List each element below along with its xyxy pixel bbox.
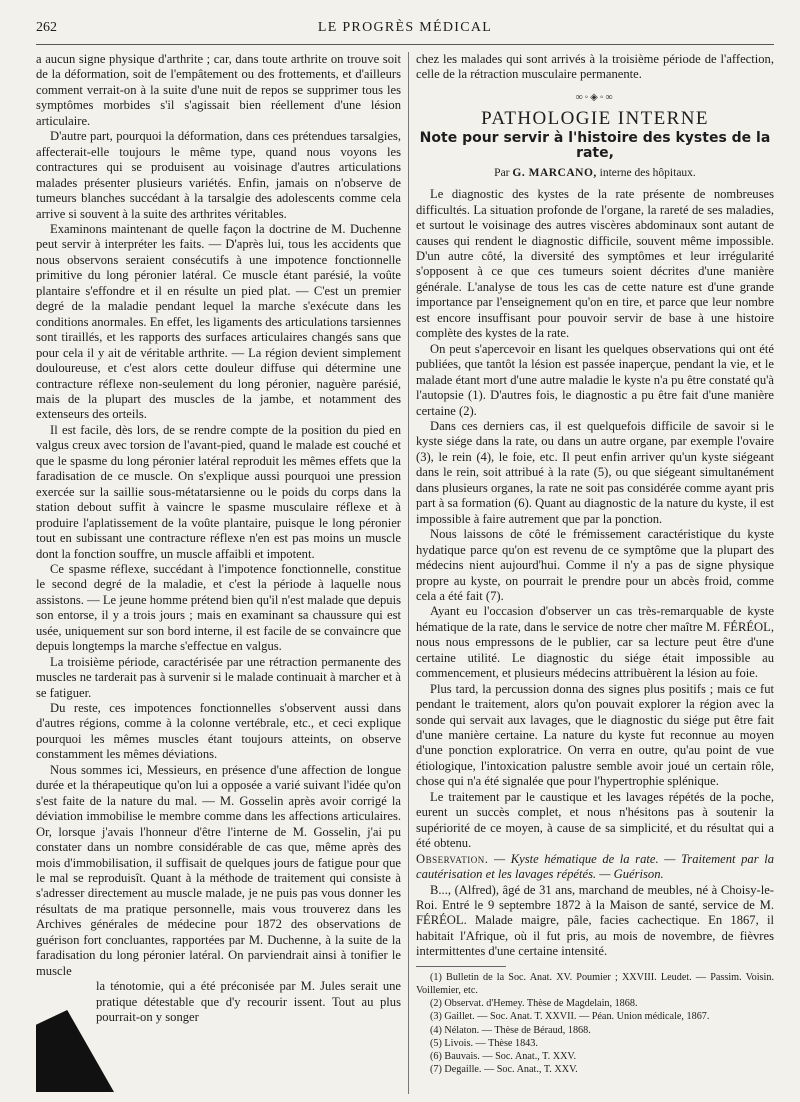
article-title: Note pour servir à l'histoire des kystes de la rate,	[419, 129, 771, 162]
paragraph: chez les malades qui sont arrivés à la troisième période de l'affection, celle de la rétraction musculaire permanente.	[416, 52, 774, 82]
paragraph: la ténotomie, qui a été préconisée par M. Jules serait une pratique détestable que d'y recourir issent. Tout au plus pourrait-on y songer	[96, 979, 401, 1025]
paragraph: D'autre part, pourquoi la déformation, dans ces prétendues tarsalgies, affecterait-elle toujours le même type, quand nous voyons les contractures qui se produisent au voisinage d'autres articulations malades présenter plusieurs variétés. Enfin, jamais on n'observe de tumeurs blanches succédant à la tarsalgie des adolescents comme cela arrive si souvent à la suite des arthrites véritables.	[36, 129, 401, 221]
paragraph: Le diagnostic des kystes de la rate présente de nombreuses difficultés. La situation profonde de l'organe, la rareté de ses maladies, et surtout le voisinage des autres viscères abdominaux sont autant de causes qui rendent le diagnostic difficile, souvent même impossible. D'un autre côté, la diversité des symptômes et leur irrégularité s'opposent à ce que ces tumeurs soient décrites d'une manière générale. L'analyse de tous les cas de cette nature est d'une grande importance par l'enseignement qu'on en tire, et parce que leur nombre est encore insuffisant pour pouvoir servir de base à une histoire complète des kystes de la rate.	[416, 187, 774, 341]
author-role: interne des hôpitaux.	[599, 166, 696, 179]
paragraph: Nous sommes ici, Messieurs, en présence d'une affection de longue durée et la thérapeutique qu'on lui a opposée a varié suivant l'idée qu'on s'est faite de la nature du mal. — M. Gosselin après avoir corrigé la déviation immobilise le membre comme dans les affections articulaires. Or, lorsque j'avais l'honneur d'être l'interne de M. Gosselin, j'ai pu constater dans un nombre considérable de cas que, même après des mois d'immobilisation, il suffisait de quelques jours de fatigue pour que le mal se reproduisît. Quant à la méthode de traitement qui consiste à s'adresser directement au muscle malade, je ne puis pas vous donner les résultats de ma pratique personnelle, mais vous trouverez dans les Archives générales de médecine pour 1872 des observations de guérison fort concluantes, rapportées par M. Duchenne, à la suite de la faradisation du long péronier latéral. On parviendrait ainsi à tonifier le muscle	[36, 762, 401, 978]
paragraph: Du reste, ces impotences fonctionnelles s'observent aussi dans d'autres régions, comme à la colonne vertébrale, etc., et ceci explique pourquoi les mêmes muscles étant toujours atteints, on observe constamment les mêmes déviations.	[36, 701, 401, 762]
author-name: G. MARCANO,	[512, 166, 597, 179]
footnote-rule	[416, 966, 506, 967]
paragraph: a aucun signe physique d'arthrite ; car, dans toute arthrite on trouve soit de la déformation, soit de l'empâtement ou des frottements, et d'ailleurs comment verrait-on à la suite d'une nuit de repos se supprimer tous les symptômes morbides s'il s'agissait bien réellement d'une lésion articulaire.	[36, 52, 401, 128]
byline-prefix: Par	[494, 166, 510, 179]
paragraph: Ayant eu l'occasion d'observer un cas très-remarquable de kyste hématique de la rate, dans le service de notre cher maître M. FÉRÉOL, nous nous empressons de le publier, car sa lecture peut être d'une certaine utilité. Le diagnostic du siége était impossible au commencement, et plusieurs médecins attribuèrent la lésion au foie.	[416, 604, 774, 681]
paragraph: B..., (Alfred), âgé de 31 ans, marchand de meubles, né à Choisy-le-Roi. Entré le 9 septembre 1872 à la Maison de santé, service de M. FÉRÉOL. Malade maigre, pâle, facies cachectique. En 1867, il habitait l'Afrique, où il fut pris, au mois de novembre, de fièvres intermittentes d'une certaine intensité.	[416, 882, 774, 959]
ornament-divider: ∞◦◈◦∞	[575, 91, 615, 103]
footnote: (4) Nélaton. — Thèse de Béraud, 1868.	[430, 1024, 591, 1036]
page-header	[36, 18, 774, 42]
page-number: 262	[36, 20, 57, 35]
footnote: (3) Gaillet. — Soc. Anat. T. XXVII. — Péan. Union médicale, 1867.	[430, 1011, 710, 1023]
journal-title: LE PROGRÈS MÉDICAL	[317, 20, 493, 35]
footnote: (7) Degaille. — Soc. Anat., T. XXV.	[430, 1064, 578, 1076]
left-column	[36, 52, 401, 1026]
column-divider	[408, 52, 409, 1094]
observation-title: — Kyste hématique de la rate. — Traitement par la cautérisation et les lavages répétés. — Guérison.	[416, 851, 775, 882]
paragraph: Il est facile, dès lors, de se rendre compte de la position du pied en valgus creux avec torsion de l'avant-pied, quand le malade est couché et que le spasme du long péronier latéral reproduit les mêmes effets que la faradisation de ce muscle. On s'explique aussi pourquoi une pression exercée sur la saillie sous-métatarsienne ou le poids du corps dans la station debout suffit à vaincre le spasme musculaire réflexe et à produire l'aplatissement de la voûte plantaire, puisque le long péronier tout en subissant une contracture réflexe n'en est pas moins un muscle dont la fonction souffre, un muscle affaibli et impotent.	[36, 422, 401, 561]
header-rule	[36, 44, 774, 45]
paragraph: Examinons maintenant de quelle façon la doctrine de M. Duchenne peut servir à interpréter les faits. — D'après lui, tous les accidents que nous observons seraient consécutifs à une impotence fonctionnelle primitive du long péronier latéral. Ce muscle étant parésié, la voûte plantaire s'effondre et il en résulte un pied plat. — C'est un premier degré de la maladie pendant lequel la marche s'exécute dans les conditions anormales. En effet, les ligaments des articulations tarsiennes sont tiraillés, et les rapports des surfaces articulaires changés sans que pour cela il y ait de véritable arthrite. — La région devient simplement douloureuse, et c'est alors cette douleur diffuse qui détermine une contracture réflexe non-seulement du long péronier, naguère parésié, mais de la plupart des muscles de la jambe, et notamment des extenseurs des orteils.	[36, 221, 401, 422]
footnotes	[416, 971, 774, 1077]
paragraph: Ce spasme réflexe, succédant à l'impotence fonctionnelle, constitue le second degré de la maladie, et c'est la période à laquelle nous assistons. — Le jeune homme prétend bien qu'il n'est malade que depuis son entorse, il y a trois jours ; mais en examinant sa chaussure qui est usée, uniquement sur son bord interne, il est facile de se convaincre que depuis longtemps la marche s'effectue en valgus.	[36, 561, 401, 654]
paragraph: Plus tard, la percussion donna des signes plus positifs ; mais ce fut pendant le traitement, alors qu'on pouvait explorer la région avec la sonde qui servait aux lavages, que le diagnostic du siége put être fait d'une manière certaine. La nature du kyste fut reconnue au moyen d'une ponction exploratrice. On verra en outre, qu'au point de vue étiologique, l'intoxication palustre semble avoir joué un certain rôle, chose qui n'a été signalée que pour l'hypertrophie splénique.	[416, 681, 774, 789]
right-column	[416, 52, 774, 1076]
byline	[416, 166, 774, 181]
footnote: (2) Observat. d'Hemey. Thèse de Magdelain, 1868.	[430, 998, 638, 1010]
paragraph: Dans ces derniers cas, il est quelquefois difficile de savoir si le kyste siége dans la rate, ou dans un autre organe, par exemple l'ovaire (3), le rein (4), le foie, etc. Il peut enfin arriver qu'un kyste siégeant dans le rein, soit attribué à la rate (5), ou que siégeant simultanément dans plusieurs organes, la rate ne soit pas considérée comme ayant pris part à sa formation (6). Quant au diagnostic de la nature du kyste, il est impossible à faire autrement que par la ponction.	[416, 418, 774, 526]
paragraph: Le traitement par le caustique et les lavages répétés de la poche, eurent un succès complet, et nous n'hésitons pas à soutenir la supériorité de ce moyen, à cause de sa simplicité, et du résultat qui a été obtenu.	[416, 789, 774, 851]
paragraph: Nous laissons de côté le frémissement caractéristique du kyste hydatique parce qu'on est revenu de ce symptôme que la plupart des médecins nient aujourd'hui. Comme il n'y a pas de signe physique propre au kyste, on pourrait le prendre pour un abcès froid, comme cela a été fait (7).	[416, 527, 774, 603]
paragraph: On peut s'apercevoir en lisant les quelques observations qui ont été publiées, que tantôt la lésion est passée inaperçue, pendant la vie, et le malade étant mort d'une autre maladie le kyste n'a pu être constaté qu'à l'autopsie (1). D'autres fois, le diagnostic a pu être fait d'une manière certaine (2).	[416, 341, 774, 418]
observation-label: Observation.	[416, 851, 489, 866]
observation-heading	[416, 852, 774, 883]
section-title: PATHOLOGIE INTERNE	[481, 108, 709, 130]
paragraph: La troisième période, caractérisée par une rétraction permanente des muscles ne tarderait pas à survenir si le malade continuait à marcher et à se fatiguer.	[36, 654, 401, 700]
footnote: (1) Bulletin de la Soc. Anat. XV. Poumier ; XXVIII. Leudet. — Passim. Voisin. Voillemier, etc.	[416, 971, 774, 997]
footnote: (5) Livois. — Thèse 1843.	[430, 1037, 538, 1049]
footnote: (6) Bauvais. — Soc. Anat., T. XXV.	[430, 1051, 577, 1063]
